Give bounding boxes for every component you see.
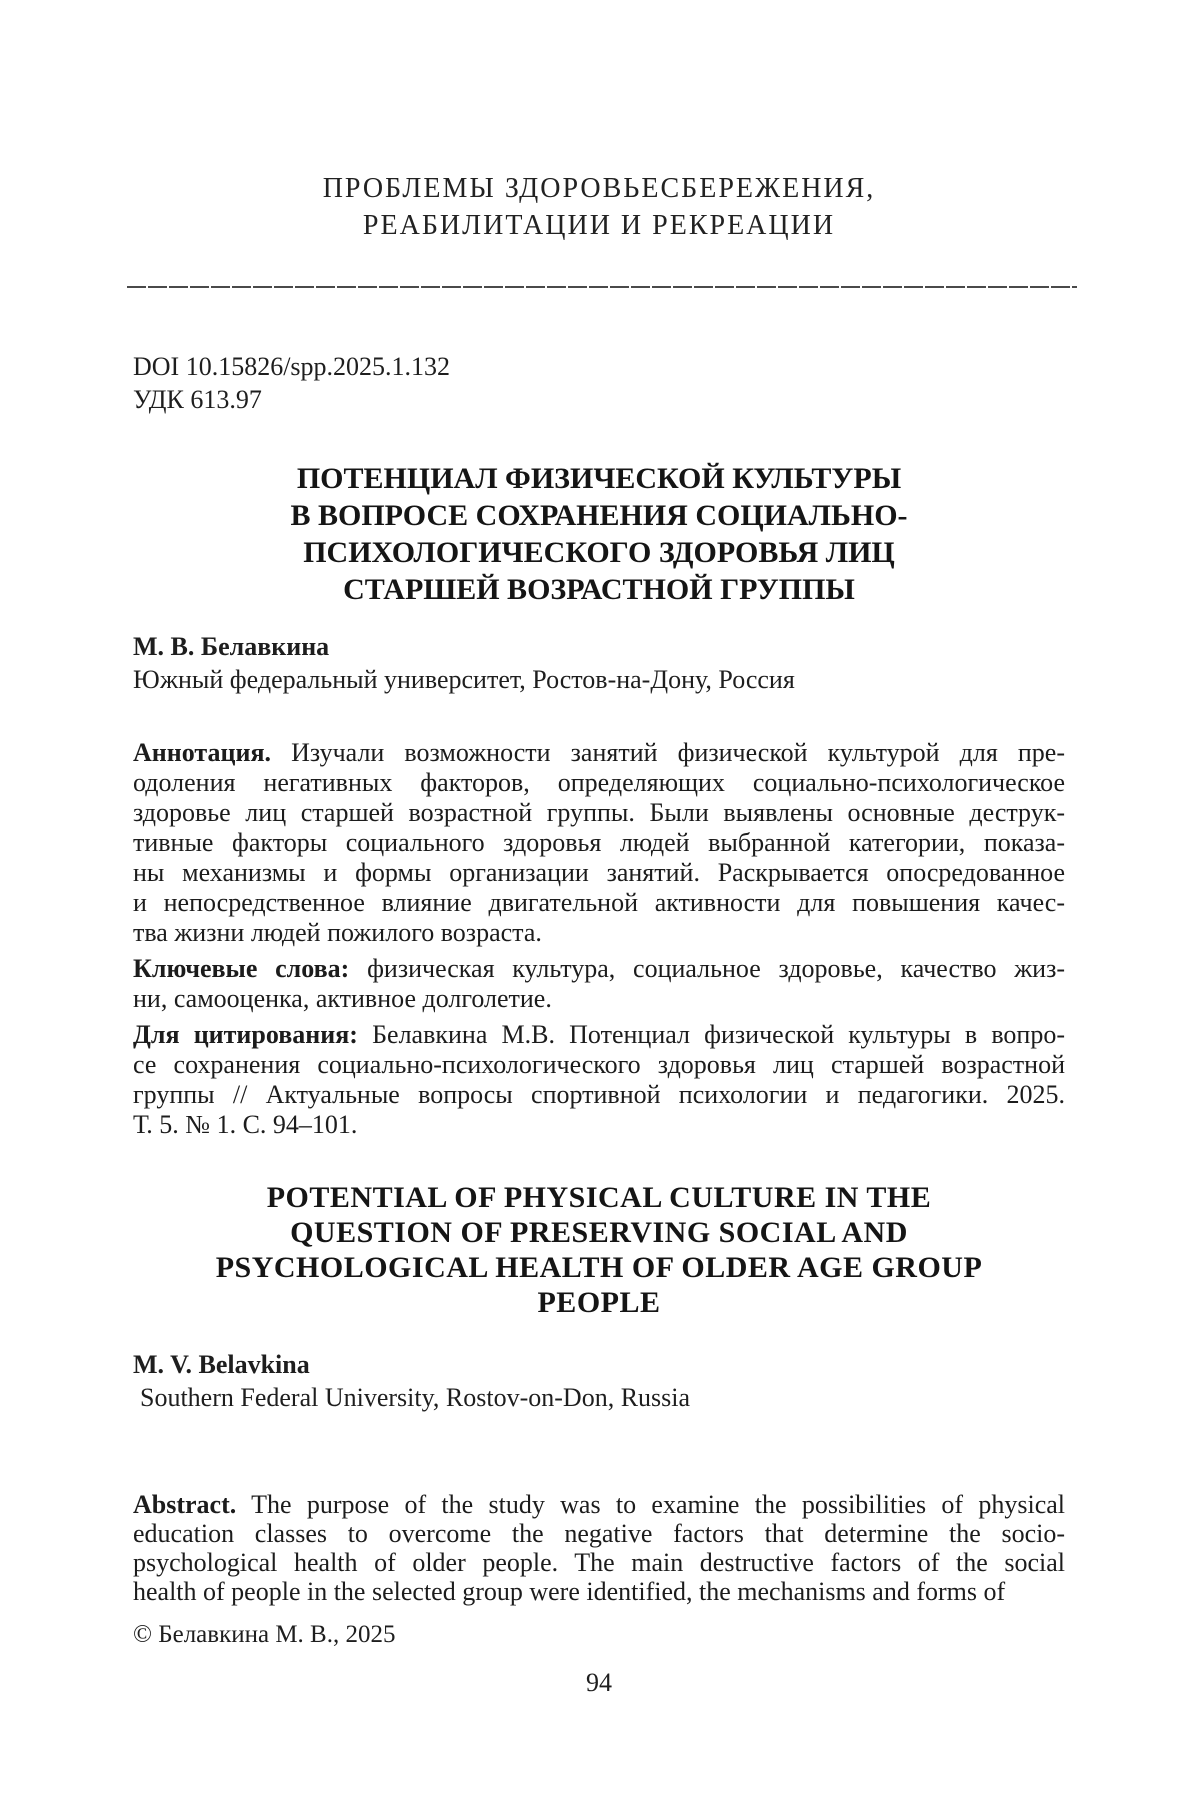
text-line: группы // Актуальные вопросы спортивной психологии и педагогики. 2025.	[133, 1080, 1065, 1109]
article-title-en: POTENTIAL OF PHYSICAL CULTURE IN THE QUESTION OF PRESERVING SOCIAL AND PSYCHOLOGICAL HEALTH OF OLDER AGE GROUP PEOPLE	[215, 1181, 983, 1319]
text-line: health of people in the selected group were identified, the mechanisms and forms of	[133, 1577, 1006, 1606]
text-line: education classes to overcome the negative factors that determine the socio-	[133, 1519, 1065, 1548]
keywords-paragraph	[133, 954, 1065, 1014]
author-name-ru: М. В. Белавкина	[133, 632, 330, 661]
affiliation-ru: Южный федеральный университет, Ростов-на-Дону, Россия	[133, 665, 795, 694]
journal-section-header: ПРОБЛЕМЫ ЗДОРОВЬЕСБЕРЕЖЕНИЯ, РЕАБИЛИТАЦИИ И РЕКРЕАЦИИ	[322, 173, 876, 241]
copyright-line: © Белавкина М. В., 2025	[133, 1621, 396, 1648]
abstract-label: Abstract.	[133, 1490, 237, 1519]
text-line: здоровье лиц старшей возрастной группы. Были выявлены основные деструк-	[133, 798, 1065, 827]
keywords-lines	[133, 984, 1065, 1014]
author-block-en	[133, 1348, 1065, 1414]
abstract-first-line	[133, 1490, 1065, 1519]
page-number: 94	[586, 1668, 612, 1697]
citation-lines	[133, 1050, 1065, 1140]
affiliation-en: Southern Federal University, Rostov-on-Don, Russia	[140, 1383, 691, 1412]
text-line: тва жизни людей пожилого возраста.	[133, 918, 542, 947]
page-content	[133, 0, 1065, 1698]
keywords-first-text: физическая культура, социальное здоровье, качество жиз-	[349, 954, 1065, 983]
author-block-ru	[133, 630, 1065, 696]
abstract-first-text: The purpose of the study was to examine the possibilities of physical	[236, 1490, 1065, 1519]
text-line: тивные факторы социального здоровья людей выбранной категории, показа-	[133, 828, 1065, 857]
text-line: одоления негативных факторов, определяющих социально-психологическое	[133, 768, 1065, 797]
text-line: се сохранения социально-психологического здоровья лиц старшей возрастной	[133, 1050, 1065, 1079]
citation-first-text: Белавкина М.В. Потенциал физической культуры в вопро-	[357, 1020, 1065, 1049]
annotation-first-text: Изучали возможности занятий физической культурой для пре-	[271, 738, 1065, 767]
abstract-lines	[133, 1519, 1065, 1606]
text-line: и непосредственное влияние двигательной активности для повышения качес-	[133, 888, 1065, 917]
article-title-ru: ПОТЕНЦИАЛ ФИЗИЧЕСКОЙ КУЛЬТУРЫ В ВОПРОСЕ СОХРАНЕНИЯ СОЦИАЛЬНО- ПСИХОЛОГИЧЕСКОГО ЗДОРОВЬЯ ЛИЦ СТАРШЕЙ ВОЗРАСТНОЙ ГРУППЫ	[290, 462, 908, 606]
citation-label: Для цитирования:	[133, 1020, 358, 1049]
text-line: ни, самооценка, активное долголетие.	[133, 984, 552, 1013]
abstract-paragraph	[133, 1490, 1065, 1606]
text-line: psychological health of older people. The main destructive factors of the social	[133, 1548, 1065, 1577]
keywords-first-line	[133, 954, 1065, 984]
annotation-lines	[133, 768, 1065, 948]
annotation-paragraph	[133, 738, 1065, 948]
text-line: ны механизмы и формы организации занятий. Раскрывается опосредованное	[133, 858, 1065, 887]
annotation-first-line	[133, 738, 1065, 768]
udk-line: УДК 613.97	[133, 385, 262, 414]
annotation-label: Аннотация.	[133, 738, 272, 767]
citation-paragraph	[133, 1020, 1065, 1140]
citation-first-line	[133, 1020, 1065, 1050]
article-meta	[133, 350, 1065, 416]
author-name-en: M. V. Belavkina	[133, 1350, 310, 1379]
section-divider	[127, 286, 1077, 288]
doi-line: DOI 10.15826/spp.2025.1.132	[133, 352, 451, 381]
text-line: Т. 5. № 1. С. 94–101.	[133, 1110, 358, 1139]
keywords-label: Ключевые слова:	[133, 954, 350, 983]
